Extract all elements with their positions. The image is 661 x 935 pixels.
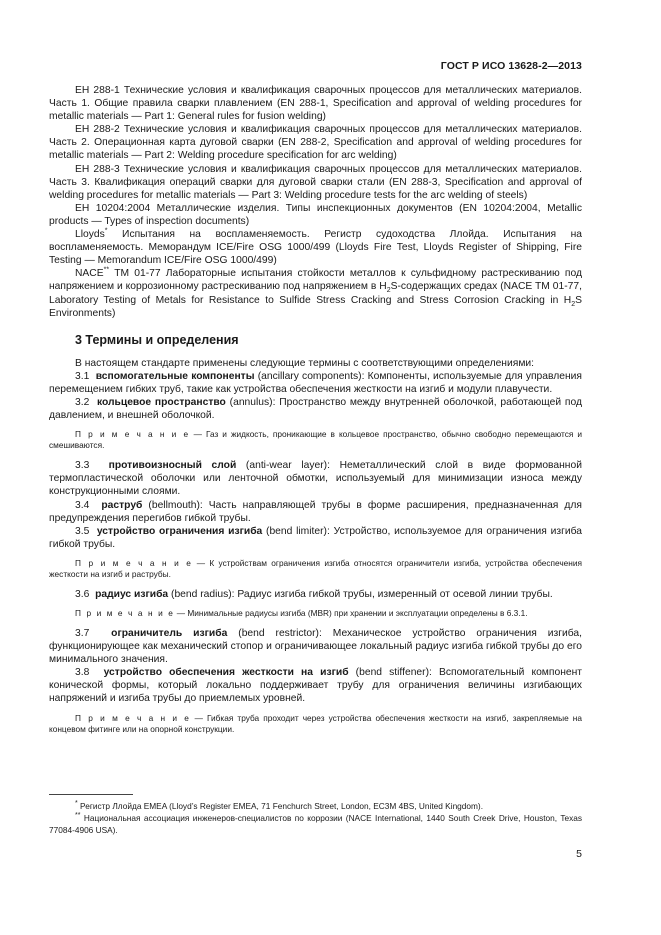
footnote-mark: **: [103, 266, 110, 274]
term-name: раструб: [101, 499, 143, 511]
reference-text: Испытания на воспламеняемость. Регистр судоходства Ллойда. Испытания на воспламеняемость. Меморандум ICE/Fire OSG 1000/499 (Lloyds Fire Test, Lloyds Register of Shipping, Fire Testing — Memorandum ICE/Fire OSG 1000/499): [49, 229, 582, 267]
term-note: [49, 608, 582, 619]
term-name: вспомогательные компоненты: [95, 370, 255, 382]
section-intro: В настоящем стандарте применены следующие термины с соответствующими определениями:: [75, 357, 535, 369]
term-name: ограничитель изгиба: [111, 628, 228, 639]
reference-lloyds: [49, 228, 582, 267]
standard-header: ГОСТ Р ИСО 13628-2—2013: [440, 60, 582, 72]
term-definition: (ancillary components): Компоненты, используемые для управления перемещением гибких труб, такие как устройства обеспечения жесткости на изгиб и модули плавучести.: [49, 370, 582, 395]
reference-name: Lloyds: [75, 229, 105, 241]
term-3-7: [49, 627, 582, 666]
term-name: устройство ограничения изгиба: [96, 525, 263, 537]
term-number: 3.7: [75, 628, 90, 639]
term-3-5: [49, 525, 582, 551]
term-name: кольцевое пространство: [96, 397, 226, 409]
term-name: радиус изгиба: [95, 588, 169, 600]
page-number: 5: [576, 848, 582, 860]
term-name: противоизносный слой: [108, 460, 237, 472]
note-text: — Гибкая труба проходит через устройства обеспечения жесткости на изгиб, закрепляемые на концевом фитинге или на опорной конструкции.: [49, 712, 582, 734]
section-heading: 3 Термины и определения: [75, 332, 239, 347]
term-definition: (bend radius): Радиус изгиба гибкой трубы, измеренный от осевой линии трубы.: [168, 588, 553, 600]
term-definition: (bend restrictor): Механическое устройство ограничения изгиба, функционирующее как механический стопор и ограничивающее локальный радиус изгиба гибкой трубы до его минимального значения.: [49, 628, 582, 666]
term-number: 3.4: [75, 499, 90, 511]
footnote-lloyds: [49, 800, 582, 812]
term-3-2: [49, 396, 582, 422]
term-definition: (bend limiter): Устройство, используемое для ограничения изгиба гибкой трубы.: [49, 525, 582, 550]
document-body: [49, 84, 582, 743]
reference-en-288-1: ЕН 288-1 Технические условия и квалификация сварочных процессов для металлических материалов. Часть 1. Общие правила сварки плавлением (EN 288-1, Specification and approval of welding procedures for metallic materials — Part 1: General rules for fusion welding): [49, 85, 582, 123]
term-note: [49, 558, 582, 580]
footnote-separator: [49, 794, 133, 795]
reference-en-288-2: ЕН 288-2 Технические условия и квалификация сварочных процессов для металлических материалов. Часть 2. Операционная карта дуговой сварки (EN 288-2, Specification and approval of welding procedures for metallic materials — Part 2: Welding procedure specification for arc welding): [49, 124, 582, 162]
note-text: — Минимальные радиусы изгиба (MBR) при хранении и эксплуатации определены в 6.3.1.: [174, 608, 528, 618]
footnote-mark: *: [104, 227, 108, 235]
term-note: [49, 429, 582, 451]
term-number: 3.6: [75, 588, 90, 600]
term-number: 3.2: [75, 397, 90, 409]
reference-text: S-содержащих средах (NACE TM 01-77, Laboratory Testing of Metals for Resistance to Sulfide Stress Cracking and Stress Corrosion Cracking in H: [49, 281, 582, 306]
reference-text: S Environments): [49, 294, 582, 319]
term-number: 3.1: [75, 370, 90, 382]
footnote-mark: *: [75, 800, 78, 808]
note-label: П р и м е ч а н и е: [75, 557, 193, 568]
footnote-text: Национальная ассоциация инженеров-специалистов по коррозии (NACE International, 1440 South Creek Drive, Houston, Texas 77084-4906 USA).: [49, 813, 582, 835]
term-number: 3.3: [75, 460, 90, 472]
subscript: 2: [386, 287, 391, 295]
term-3-6: [49, 588, 582, 601]
footnote-mark: **: [75, 812, 81, 820]
footnotes: [49, 800, 582, 836]
term-3-8: [49, 666, 582, 705]
term-3-4: [49, 499, 582, 525]
subscript: 2: [571, 300, 576, 308]
reference-name: NACE: [75, 268, 104, 280]
term-note: [49, 713, 582, 735]
note-text: — К устройствам ограничения изгиба относятся ограничители изгиба, устройства обеспечения жесткости на изгиб и раструбы.: [49, 557, 582, 579]
footnote-nace: [49, 812, 582, 836]
note-label: П р и м е ч а н и е: [75, 608, 175, 618]
term-number: 3.5: [75, 525, 90, 537]
term-3-1: [49, 370, 582, 396]
reference-nace: [49, 267, 582, 319]
note-label: П р и м е ч а н и е: [75, 429, 190, 440]
footnote-text: Регистр Ллойда EMEA (Lloyd’s Register EMEA, 71 Fenchurch Street, London, EC3M 4BS, United Kingdom).: [77, 801, 484, 811]
term-definition: (bellmouth): Часть направляющей трубы в форме расширения, предназначенная для предупреждения перегибов гибкой трубы.: [49, 499, 582, 524]
term-3-3: [49, 459, 582, 498]
reference-text: ТМ 01-77 Лабораторные испытания стойкости металлов к сульфидному растрескиванию под напряжением и коррозионному растрескиванию под напряжением в H: [49, 268, 582, 293]
term-definition: (annulus): Пространство между внутренней оболочкой, работающей под давлением, и внешней оболочкой.: [49, 397, 582, 422]
term-number: 3.8: [75, 667, 90, 679]
term-definition: (bend stiffener): Вспомогательный компонент конической формы, который локально поддерживает трубу для ограничения величины изгибающих напряжений и изгиба трубы до приемлемых уровней.: [49, 667, 583, 705]
term-definition: (anti-wear layer): Неметаллический слой в виде формованной термопластической оболочки или ленточной обмотки, используемый для минимизации износа между конструкционными слоями.: [49, 460, 582, 498]
reference-en-288-3: ЕН 288-3 Технические условия и квалификация сварочных процессов для металлических материалов. Часть 3. Квалификация операций сварки для дуговой сварки стали (EN 288-3, Specification and approval of welding procedures for metallic materials — Part 3: Welding procedure tests for the arc welding of steels): [49, 163, 582, 201]
note-text: — Газ и жидкость, проникающие в кольцевое пространство, обычно свободно перемещаются и смешиваются.: [49, 429, 582, 451]
term-name: устройство обеспечения жесткости на изгиб: [103, 667, 349, 679]
note-label: П р и м е ч а н и е: [75, 712, 191, 723]
reference-en-10204: ЕН 10204:2004 Металлические изделия. Типы инспекционных документов (EN 10204:2004, Metallic products — Types of inspection documents): [49, 202, 582, 227]
